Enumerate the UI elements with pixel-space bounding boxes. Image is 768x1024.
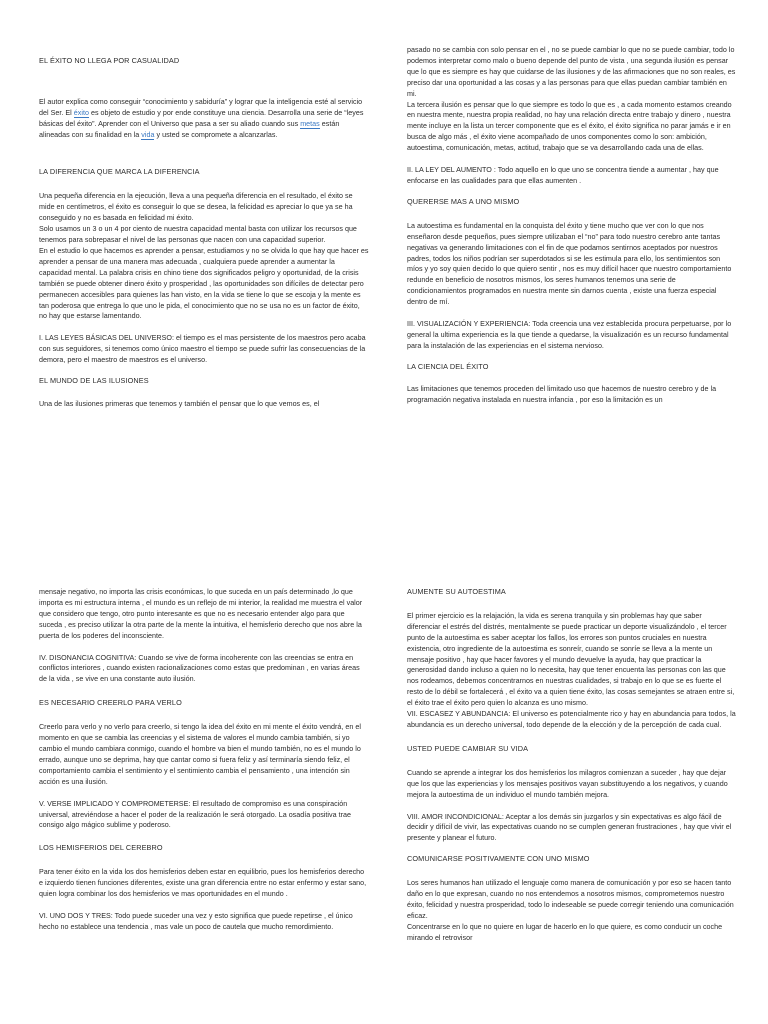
column-top-left <box>39 56 369 421</box>
column-bottom-right <box>407 587 737 944</box>
paragraph-escasez: VII. ESCASEZ Y ABUNDANCIA: El universo es potencialmente rico y hay en abundancia para todos, la abundancia es un derecho universal, todo depende de la elección y de la percepción de cada cual. <box>407 710 736 729</box>
paragraph-tercera-ilusion: La tercera ilusión es pensar que lo que siempre es todo lo que es , a cada momento estamos creando en nuestra mente, nuestra propia realidad, no hay una relación directa entre trabajo y dinero , nuestra mente incluye en la lista un tercer componente que es el éxito, el éxito significa no parar jamás e ir en busca de algo más , el éxito viene acompañado de unos componentes como lo son: ambición, autoestima, comunicación, metas, actitud, trabajo que se va desarrollando cada una de ellas. <box>407 100 732 153</box>
paragraph-lenguaje: Los seres humanos han utilizado el lenguaje como manera de comunicación y por eso se hacen tanto daño en lo que expresan, cuando no nos entendemos a nosotros mismos, comprometemos nuestro éxito, felicidad y nuestra prosperidad, todo lo indeseable se puede corregir teniendo una comunicación eficaz. <box>407 879 734 920</box>
paragraph-visualizacion: III. VISUALIZACIÓN Y EXPERIENCIA: Toda creencia una vez establecida procura perpetuarse, por lo general la ultima experiencia es la que tiende a quedarse, la visualización es un recurso fundamental para la instalación de las experiencias en el sistema nervioso. <box>407 320 732 350</box>
heading-mundo-ilusiones: EL MUNDO DE LAS ILUSIONES <box>39 376 149 386</box>
link-metas[interactable]: metas <box>300 119 320 128</box>
paragraph-diferencia-3: En el estudio lo que hacemos es aprender a pensar, estudiamos y no se olvida lo que hay que hacer es aprender a pensar de una manera mas adecuada , cualquiera puede aprender a aumentar la capacidad mental. La palabra crisis en chino tiene dos significados peligro y oportunidad, de la crisis también se puede obtener dinero éxito y prosperidad , las oportunidades son difíciles de detectar pero permanecen accesibles para quienes las han visto, en la vida se tiene lo que se escoja y la mente es tan poderosa que entrega lo que uno le pida, el conocimiento que no se usa no es un factor de éxito, no hay que estarse lamentando. <box>39 246 369 321</box>
heading-ciencia-exito: LA CIENCIA DEL ÉXITO <box>407 361 489 371</box>
heading-creerlo-verlo: ES NECESARIO CREERLO PARA VERLO <box>39 698 182 708</box>
heading-exito-no-llega: EL ÉXITO NO LLEGA POR CASUALIDAD <box>39 56 180 65</box>
paragraph-relajacion: El primer ejercicio es la relajación, la vida es serena tranquila y sin problemas hay que saber diferenciar el estrés del distrés, mentalmente se puede practicar un deporte visualizándolo , el tercer punto de la autoestima es saber aceptar los fallos, los errores son puntos cruciales en nuestra existencia, otro ingrediente de la autoestima es sonreír, cuando se sonríe se lleva a la mente un mensaje positivo , hay que hacer favores y el mundo devuelve la ayuda, hay que practicar la generosidad dando incluso a quien no lo necesita, hay que tener encuenta las personas con las que nos rodeamos, debemos concentrarnos en nuestras cualidades, si trabajo en lo que se es fuerte el resto de lo débil se fortalecerá , el éxito va a quien tiene éxito, las cosas semejantes se atraen entre si, el éxito trae el éxito pero quien lo alcanza es uno mismo. <box>407 611 735 708</box>
heading-diferencia: LA DIFERENCIA QUE MARCA LA DIFERENCIA <box>39 166 200 176</box>
paragraph-ilusiones-cont: pasado no se cambia con solo pensar en el , no se puede cambiar lo que no se puede cambiar, todo lo podemos interpretar como malo o bueno depende del punto de vista , una segunda ilusión es pensar que lo que es siempre es hay que cuidarse de las ilusiones y de las afirmaciones que no son reales, es preciso dar una oportunidad a las cosas y a las personas para que ellas puedan cambiar también en mi. <box>407 46 736 98</box>
paragraph-amor-incondicional: VIII. AMOR INCONDICIONAL: Aceptar a los demás sin juzgarlos y sin expectativas es algo fácil de decidir y difícil de vivir, las expectativas cuando no se cumplen generan frustraciones , hay que vivir el presente y planear el futuro. <box>407 812 732 843</box>
paragraph-intro: El autor explica como conseguir “conocimiento y sabiduría” y lograr que la inteligencia esté al servicio del Ser. El éxito es objeto de estudio y por ende constituye una ciencia. Desarrolla una serie de “leyes básicas del éxito”. Aprender con el Universo que pasa a ser su aliado cuando sus metas están alineadas con su finalidad en la vida y usted se compromete a alcanzarlas. <box>39 97 364 139</box>
paragraph-integrar-hemisferios: Cuando se aprende a integrar los dos hemisferios los milagros comienzan a suceder , hay que dejar que los que las experiencias y los mensajes positivos vayan substituyendo a los negativos, y cuando mejora la autoestima de un individuo el mundo también mejora. <box>407 768 728 799</box>
paragraph-mensaje-negativo: mensaje negativo, no importa las crisis económicas, lo que suceda en un país determinado ,lo que importa es mi estructura interna , el mundo es un reflejo de mi interior, la realidad me muestra el valor que considero que tengo, otro punto interesante es que no es necesario entender algo para que suceda , es preciso utilizar la otra parte de la mente la intuitiva, el hemisferio derecho que nos abre la puerta de los poderes del inconsciente. <box>39 588 363 640</box>
paragraph-ley-aumento: II. LA LEY DEL AUMENTO : Todo aquello en lo que uno se concentra tiende a aumentar , hay que enfocarse en las cualidades para que ellas aumenten . <box>407 166 719 185</box>
heading-comunicarse: COMUNICARSE POSITIVAMENTE CON UNO MISMO <box>407 854 590 864</box>
paragraph-ilusiones: Una de las ilusiones primeras que tenemos y también el pensar que lo que vemos es, el <box>39 399 320 408</box>
heading-hemisferios: LOS HEMISFERIOS DEL CEREBRO <box>39 843 163 853</box>
paragraph-leyes-basicas: I. LAS LEYES BÁSICAS DEL UNIVERSO: el tiempo es el mas persistente de los maestros pero acaba con sus seguidores, si tenemos como único maestro el tiempo se puede sufrir las consecuencias de la demora, pero el maestro de maestros es el universo. <box>39 334 366 365</box>
heading-aumente-autoestima: AUMENTE SU AUTOESTIMA <box>407 587 506 596</box>
paragraph-comprometerse: V. VERSE IMPLICADO Y COMPROMETERSE: El resultado de compromiso es una conspiración universal, atreviéndose a hacer el poder de la realización le será otorgado. La osadía positiva trae consigo algo mágico sublime y poderoso. <box>39 799 352 830</box>
paragraph-limitaciones: Las limitaciones que tenemos proceden del limitado uso que hacemos de nuestro cerebro y de la programación negativa instalada en nuestra infancia , por eso la limitación es un <box>407 384 717 404</box>
link-exito[interactable]: éxito <box>73 108 89 117</box>
paragraph-diferencia-2: Solo usamos un 3 o un 4 por ciento de nuestra capacidad mental basta con utilizar los recursos que tenemos para sobrepasar el nivel de las personas que nacen con una capacidad superior. <box>39 225 357 245</box>
link-vida[interactable]: vida <box>141 130 155 139</box>
column-bottom-left <box>39 587 369 944</box>
paragraph-autoestima: La autoestima es fundamental en la conquista del éxito y tiene mucho que ver con lo que nos enseñaron desde pequeños, pues siempre utilizaban el “no” para todo nuestro cerebro ante tantas negativas va generando limitaciones con el fin de que podamos sentirnos aceptados por nuestros padres, todos los niños podrían ser superdotados si se les estimula para ello, los sentimientos son míos y yo soy quien decido lo que quiero sentir , nos es muy difícil hacer que nuestro comportamiento redunde en beneficio de nosotros mismos, los seres humanos tenemos una serie de condicionamientos programados en nuestra mente sin darnos cuenta , existe una fuerza especial dentro de mí. <box>407 221 732 307</box>
paragraph-hemisferios: Para tener éxito en la vida los dos hemisferios deben estar en equilibrio, pues los hemisferios derecho e izquierdo tienen funciones diferentes, existe una gran diferencia entre no estar enfermo y estar sano, quien logra combinar los dos hemisferios ve mas oportunidades en el mundo . <box>39 868 367 899</box>
paragraph-disonancia: IV. DISONANCIA COGNITIVA: Cuando se vive de forma incoherente con las creencias se entra en conflictos interiores , cuando existen racionalizaciones como estas que predominan , en varias áreas de la vida , se vive en una constante auto ilusión. <box>39 653 360 684</box>
paragraph-creerlo: Creerlo para verlo y no verlo para creerlo, si tengo la idea del éxito en mi mente el éxito vendrá, en el momento en que se cambia las creencias y el sistema de valores el mundo cambia también, si yo cambio el mundo cambiara conmigo, cuando el hombre va bien el mundo también, no es el mundo lo errado, aunque uno se deprima, hay que cantar como si fuera feliz y así terminaría siendo feliz, el comportamiento cambia el sentimiento y el sentimiento cambia el pensamiento , una intención sin acción es una ilusión. <box>39 723 362 786</box>
heading-quererse: QUERERSE MAS A UNO MISMO <box>407 196 520 206</box>
paragraph-diferencia-1: Una pequeña diferencia en la ejecución, lleva a una pequeña diferencia en el resultado, el éxito se mide en centímetros, el éxito es conseguir lo que se desea, la felicidad es apreciar lo que ya se ha conseguido y no es basada en felicidad mi éxito. <box>39 192 353 223</box>
column-top-right <box>407 45 737 416</box>
paragraph-concentrarse: Concentrarse en lo que no quiere en lugar de hacerlo en lo que quiere, es como conducir un coche mirando el retrovisor <box>407 922 723 942</box>
paragraph-uno-dos-tres: VI. UNO DOS Y TRES: Todo puede suceder una vez y esto significa que puede repetirse , el único hecho no establece una tendencia , mas vale un poco de cautela que mucho remordimiento. <box>39 911 353 931</box>
heading-cambiar-vida: USTED PUEDE CAMBIAR SU VIDA <box>407 743 529 753</box>
